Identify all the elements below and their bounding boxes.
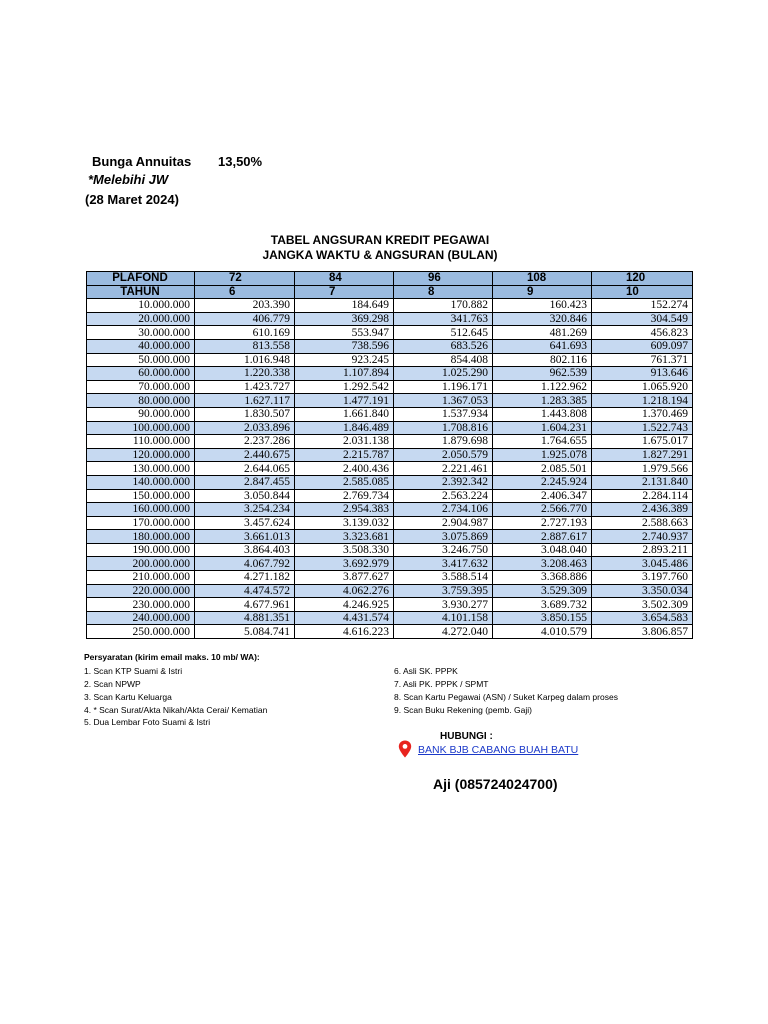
installment-cell: 320.846	[493, 312, 592, 326]
table-row	[87, 312, 693, 326]
table-row	[87, 475, 693, 489]
installment-cell: 72	[195, 272, 295, 286]
installment-cell: 1.016.948	[195, 353, 295, 367]
installment-cell: 683.526	[394, 339, 493, 353]
table-row	[87, 516, 693, 530]
plafond-cell: 20.000.000	[87, 312, 195, 326]
installment-cell: 406.779	[195, 312, 295, 326]
plafond-cell: 210.000.000	[87, 571, 195, 585]
installment-cell: 1.764.655	[493, 435, 592, 449]
installment-cell: 1.477.191	[295, 394, 394, 408]
installment-cell: 3.246.750	[394, 543, 493, 557]
installment-cell: 2.392.342	[394, 475, 493, 489]
plafond-cell: 60.000.000	[87, 367, 195, 381]
installment-cell: 2.237.286	[195, 435, 295, 449]
installment-cell: 1.830.507	[195, 407, 295, 421]
installment-cell: 3.877.627	[295, 571, 394, 585]
header-row-months	[87, 272, 693, 286]
table-row	[87, 380, 693, 394]
installment-cell: 2.644.065	[195, 462, 295, 476]
requirement-item: 6. Asli SK. PPPK	[394, 666, 458, 676]
plafond-cell: 80.000.000	[87, 394, 195, 408]
plafond-cell: 170.000.000	[87, 516, 195, 530]
installment-cell: 610.169	[195, 326, 295, 340]
installment-cell: 5.084.741	[195, 625, 295, 639]
installment-cell: 4.101.158	[394, 611, 493, 625]
installment-cell: 761.371	[592, 353, 693, 367]
requirement-item: 3. Scan Kartu Keluarga	[84, 692, 172, 702]
plafond-cell: 250.000.000	[87, 625, 195, 639]
installment-cell: 369.298	[295, 312, 394, 326]
installment-cell: 2.400.436	[295, 462, 394, 476]
installment-cell: 3.208.463	[493, 557, 592, 571]
installment-cell: 2.245.924	[493, 475, 592, 489]
plafond-cell: 190.000.000	[87, 543, 195, 557]
requirement-item: 5. Dua Lembar Foto Suami & Istri	[84, 717, 211, 727]
installment-cell: 3.457.624	[195, 516, 295, 530]
installment-cell: 4.272.040	[394, 625, 493, 639]
plafond-cell: 30.000.000	[87, 326, 195, 340]
bank-link[interactable]: BANK BJB CABANG BUAH BATU	[418, 744, 579, 756]
installment-cell: 738.596	[295, 339, 394, 353]
table-row	[87, 530, 693, 544]
installment-cell: 4.474.572	[195, 584, 295, 598]
installment-cell: 923.245	[295, 353, 394, 367]
table-row	[87, 448, 693, 462]
table-row	[87, 326, 693, 340]
plafond-cell: 200.000.000	[87, 557, 195, 571]
plafond-cell: 40.000.000	[87, 339, 195, 353]
date-text: (28 Maret 2024)	[85, 192, 179, 207]
installment-cell: 1.122.962	[493, 380, 592, 394]
installment-cell: 3.692.979	[295, 557, 394, 571]
interest-rate-value: 13,50%	[218, 154, 263, 169]
installment-cell: 152.274	[592, 299, 693, 313]
table-row	[87, 435, 693, 449]
installment-cell: 641.693	[493, 339, 592, 353]
installment-cell: 1.220.338	[195, 367, 295, 381]
installment-cell: 962.539	[493, 367, 592, 381]
installment-cell: 2.031.138	[295, 435, 394, 449]
installment-cell: 1.196.171	[394, 380, 493, 394]
installment-cell: 802.116	[493, 353, 592, 367]
installment-cell: 3.759.395	[394, 584, 493, 598]
installment-cell: 3.689.732	[493, 598, 592, 612]
contact-name: Aji (085724024700)	[433, 776, 558, 792]
installment-cell: 2.954.383	[295, 503, 394, 517]
installment-cell: 203.390	[195, 299, 295, 313]
installment-cell: 1.925.078	[493, 448, 592, 462]
installment-cell: 1.370.469	[592, 407, 693, 421]
installment-cell: 1.025.290	[394, 367, 493, 381]
installment-cell: 108	[493, 272, 592, 286]
installment-cell: 96	[394, 272, 493, 286]
installment-cell: 1.065.920	[592, 380, 693, 394]
plafond-cell: 120.000.000	[87, 448, 195, 462]
installment-cell: 1.367.053	[394, 394, 493, 408]
installment-cell: 2.734.106	[394, 503, 493, 517]
installment-cell: 2.436.389	[592, 503, 693, 517]
installment-cell: 2.727.193	[493, 516, 592, 530]
installment-cell: 170.882	[394, 299, 493, 313]
installment-cell: 341.763	[394, 312, 493, 326]
installment-cell: 4.010.579	[493, 625, 592, 639]
installment-cell: 2.887.617	[493, 530, 592, 544]
table-row	[87, 299, 693, 313]
installment-cell: 2.769.734	[295, 489, 394, 503]
note-text: *Melebihi JW	[88, 172, 169, 187]
installment-cell: 184.649	[295, 299, 394, 313]
installment-cell: 2.847.455	[195, 475, 295, 489]
table-row	[87, 503, 693, 517]
installment-cell: 2.033.896	[195, 421, 295, 435]
installment-cell: 3.529.309	[493, 584, 592, 598]
installment-cell: 1.675.017	[592, 435, 693, 449]
table-row	[87, 571, 693, 585]
plafond-cell: 240.000.000	[87, 611, 195, 625]
installment-table	[86, 271, 693, 639]
installment-cell: 2.740.937	[592, 530, 693, 544]
installment-cell: 1.423.727	[195, 380, 295, 394]
installment-cell: 3.368.886	[493, 571, 592, 585]
table-row	[87, 421, 693, 435]
installment-cell: 1.827.291	[592, 448, 693, 462]
table-row	[87, 367, 693, 381]
installment-cell: 854.408	[394, 353, 493, 367]
requirement-item: 2. Scan NPWP	[84, 679, 141, 689]
installment-cell: 2.050.579	[394, 448, 493, 462]
installment-cell: 4.881.351	[195, 611, 295, 625]
requirements-title: Persyaratan (kirim email maks. 10 mb/ WA):	[84, 652, 260, 662]
plafond-cell: 180.000.000	[87, 530, 195, 544]
installment-cell: 2.284.114	[592, 489, 693, 503]
installment-cell: 512.645	[394, 326, 493, 340]
table-row	[87, 625, 693, 639]
requirement-item: 1. Scan KTP Suami & Istri	[84, 666, 183, 676]
plafond-cell: 160.000.000	[87, 503, 195, 517]
installment-cell: 813.558	[195, 339, 295, 353]
installment-cell: 3.654.583	[592, 611, 693, 625]
table-row	[87, 598, 693, 612]
installment-cell: 4.431.574	[295, 611, 394, 625]
installment-cell: 2.588.663	[592, 516, 693, 530]
plafond-cell: 110.000.000	[87, 435, 195, 449]
table-row	[87, 584, 693, 598]
installment-cell: 4.677.961	[195, 598, 295, 612]
plafond-cell: 150.000.000	[87, 489, 195, 503]
installment-cell: 3.075.869	[394, 530, 493, 544]
plafond-cell: 90.000.000	[87, 407, 195, 421]
installment-cell: 3.197.760	[592, 571, 693, 585]
plafond-cell: 50.000.000	[87, 353, 195, 367]
installment-cell: 3.323.681	[295, 530, 394, 544]
plafond-cell: 10.000.000	[87, 299, 195, 313]
installment-cell: 2.904.987	[394, 516, 493, 530]
installment-cell: 6	[195, 285, 295, 299]
installment-cell: 481.269	[493, 326, 592, 340]
installment-cell: 913.646	[592, 367, 693, 381]
installment-cell: 3.050.844	[195, 489, 295, 503]
installment-cell: 1.879.698	[394, 435, 493, 449]
installment-cell: 3.502.309	[592, 598, 693, 612]
location-pin-icon	[398, 740, 412, 763]
installment-cell: 3.661.013	[195, 530, 295, 544]
installment-cell: 4.616.223	[295, 625, 394, 639]
requirement-item: 7. Asli PK. PPPK / SPMT	[394, 679, 489, 689]
contact-title: HUBUNGI :	[440, 731, 493, 742]
installment-cell: 2.440.675	[195, 448, 295, 462]
table-row	[87, 394, 693, 408]
plafond-cell: 230.000.000	[87, 598, 195, 612]
installment-cell: 3.930.277	[394, 598, 493, 612]
installment-cell: 1.522.743	[592, 421, 693, 435]
installment-cell: 2.585.085	[295, 475, 394, 489]
installment-cell: 3.850.155	[493, 611, 592, 625]
installment-cell: 1.979.566	[592, 462, 693, 476]
installment-cell: 3.139.032	[295, 516, 394, 530]
requirement-item: 9. Scan Buku Rekening (pemb. Gaji)	[394, 705, 532, 715]
table-title-line1: TABEL ANGSURAN KREDIT PEGAWAI	[270, 233, 490, 247]
installment-cell: 3.806.857	[592, 625, 693, 639]
table-row	[87, 339, 693, 353]
installment-cell: 10	[592, 285, 693, 299]
installment-cell: 553.947	[295, 326, 394, 340]
installment-cell: 8	[394, 285, 493, 299]
installment-cell: 2.406.347	[493, 489, 592, 503]
installment-cell: 2.131.840	[592, 475, 693, 489]
installment-cell: 304.549	[592, 312, 693, 326]
interest-rate-label: Bunga Annuitas	[92, 154, 192, 169]
installment-cell: 160.423	[493, 299, 592, 313]
requirement-item: 4. * Scan Surat/Akta Nikah/Akta Cerai/ Kematian	[84, 705, 268, 715]
plafond-cell: PLAFOND	[87, 272, 195, 286]
table-row	[87, 611, 693, 625]
table-row	[87, 353, 693, 367]
installment-cell: 1.292.542	[295, 380, 394, 394]
plafond-cell: 130.000.000	[87, 462, 195, 476]
installment-cell: 609.097	[592, 339, 693, 353]
installment-cell: 4.271.182	[195, 571, 295, 585]
installment-cell: 2.563.224	[394, 489, 493, 503]
plafond-cell: 100.000.000	[87, 421, 195, 435]
installment-cell: 1.218.194	[592, 394, 693, 408]
installment-cell: 1.537.934	[394, 407, 493, 421]
table-title-line2: JANGKA WAKTU & ANGSURAN (BULAN)	[262, 248, 498, 262]
installment-cell: 2.085.501	[493, 462, 592, 476]
plafond-cell: 140.000.000	[87, 475, 195, 489]
plafond-cell: TAHUN	[87, 285, 195, 299]
table-row	[87, 543, 693, 557]
header-row-years	[87, 285, 693, 299]
installment-cell: 3.045.486	[592, 557, 693, 571]
installment-cell: 1.604.231	[493, 421, 592, 435]
installment-cell: 2.893.211	[592, 543, 693, 557]
installment-cell: 120	[592, 272, 693, 286]
table-row	[87, 462, 693, 476]
installment-cell: 2.566.770	[493, 503, 592, 517]
table-row	[87, 407, 693, 421]
installment-cell: 1.627.117	[195, 394, 295, 408]
installment-cell: 4.067.792	[195, 557, 295, 571]
plafond-cell: 220.000.000	[87, 584, 195, 598]
installment-cell: 3.588.514	[394, 571, 493, 585]
requirement-item: 8. Scan Kartu Pegawai (ASN) / Suket Karpeg dalam proses	[394, 692, 618, 702]
installment-cell: 1.283.385	[493, 394, 592, 408]
installment-cell: 2.221.461	[394, 462, 493, 476]
installment-cell: 4.062.276	[295, 584, 394, 598]
installment-cell: 456.823	[592, 326, 693, 340]
installment-cell: 3.864.403	[195, 543, 295, 557]
table-row	[87, 489, 693, 503]
installment-cell: 3.350.034	[592, 584, 693, 598]
installment-cell: 1.107.894	[295, 367, 394, 381]
installment-cell: 84	[295, 272, 394, 286]
installment-cell: 1.443.808	[493, 407, 592, 421]
table-row	[87, 557, 693, 571]
plafond-cell: 70.000.000	[87, 380, 195, 394]
installment-cell: 1.661.840	[295, 407, 394, 421]
installment-cell: 1.708.816	[394, 421, 493, 435]
installment-cell: 9	[493, 285, 592, 299]
installment-cell: 3.508.330	[295, 543, 394, 557]
installment-cell: 1.846.489	[295, 421, 394, 435]
installment-cell: 3.048.040	[493, 543, 592, 557]
installment-cell: 7	[295, 285, 394, 299]
installment-cell: 3.254.234	[195, 503, 295, 517]
installment-cell: 2.215.787	[295, 448, 394, 462]
installment-cell: 4.246.925	[295, 598, 394, 612]
installment-cell: 3.417.632	[394, 557, 493, 571]
